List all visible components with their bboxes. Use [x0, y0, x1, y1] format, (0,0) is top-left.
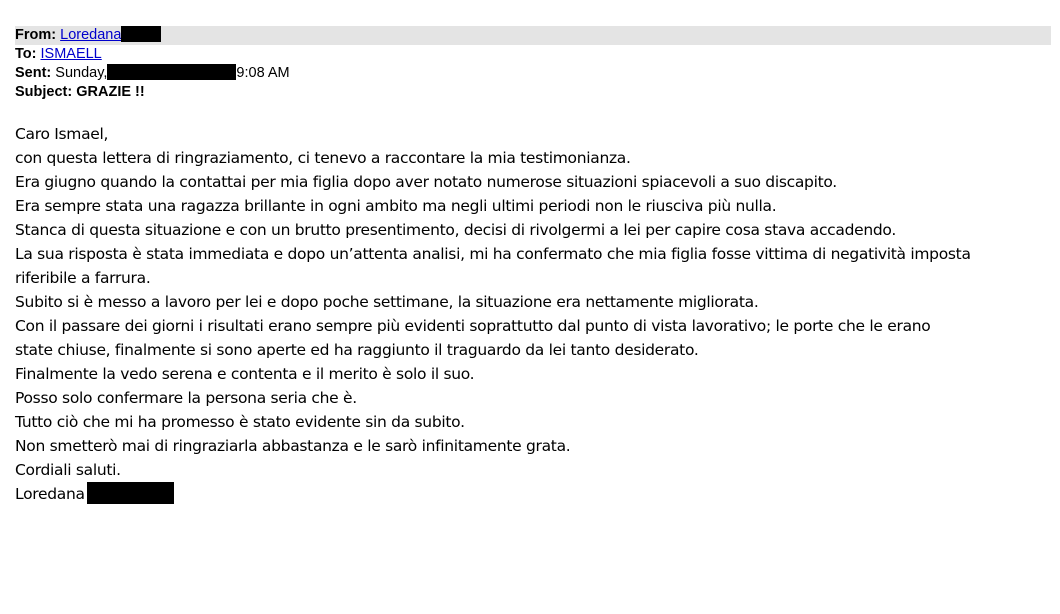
- to-link[interactable]: ISMAELL: [40, 46, 102, 62]
- body-line: con questa lettera di ringraziamento, ci tenevo a raccontare la mia testimonianza.: [15, 149, 631, 167]
- body-line: Subito si è messo a lavoro per lei e dopo poche settimane, la situazione era nettamente migliorata.: [15, 293, 759, 311]
- sent-label: Sent:: [15, 65, 52, 81]
- body-line: Non smetterò mai di ringraziarla abbastanza e le sarò infinitamente grata.: [15, 437, 571, 455]
- subject-value: GRAZIE !!: [76, 84, 145, 100]
- body-line: Finalmente la vedo serena e contenta e il merito è solo il suo.: [15, 365, 475, 383]
- body-line: La sua risposta è stata immediata e dopo un’attenta analisi, mi ha confermato che mia figlia fosse vittima di negatività imposta: [15, 245, 971, 263]
- sent-time: 9:08 AM: [236, 65, 290, 81]
- redaction-bar: [87, 482, 174, 504]
- to-label: To:: [15, 46, 37, 62]
- signature-line: [15, 482, 1055, 506]
- body-line: Era sempre stata una ragazza brillante in ogni ambito ma negli ultimi periodi non le riusciva più nulla.: [15, 197, 777, 215]
- redaction-bar: [121, 26, 161, 42]
- body-line: Era giugno quando la contattai per mia figlia dopo aver notato numerose situazioni spiacevoli a suo discapito.: [15, 173, 837, 191]
- from-link[interactable]: Loredana: [60, 27, 122, 43]
- from-label: From:: [15, 27, 57, 43]
- email-header: [15, 26, 1051, 102]
- body-line: Posso solo confermare la persona seria che è.: [15, 389, 357, 407]
- signature-name: Loredana: [15, 485, 85, 503]
- to-row: [15, 45, 1051, 64]
- body-line: Cordiali saluti.: [15, 461, 121, 479]
- from-row: [15, 26, 1051, 45]
- subject-row: [15, 83, 1051, 102]
- subject-label: Subject:: [15, 84, 73, 100]
- body-line: Caro Ismael,: [15, 125, 109, 143]
- sent-row: [15, 64, 1051, 83]
- body-line: Con il passare dei giorni i risultati erano sempre più evidenti soprattutto dal punto di vista lavorativo; le porte che le erano: [15, 317, 931, 335]
- body-line: riferibile a farrura.: [15, 269, 151, 287]
- body-line: Tutto ciò che mi ha promesso è stato evidente sin da subito.: [15, 413, 465, 431]
- sent-day: Sunday,: [55, 65, 108, 81]
- email-body: [15, 122, 1055, 506]
- redaction-bar: [107, 64, 236, 80]
- body-line: state chiuse, finalmente si sono aperte ed ha raggiunto il traguardo da lei tanto desiderato.: [15, 341, 699, 359]
- body-line: Stanca di questa situazione e con un brutto presentimento, decisi di rivolgermi a lei per capire cosa stava accadendo.: [15, 221, 896, 239]
